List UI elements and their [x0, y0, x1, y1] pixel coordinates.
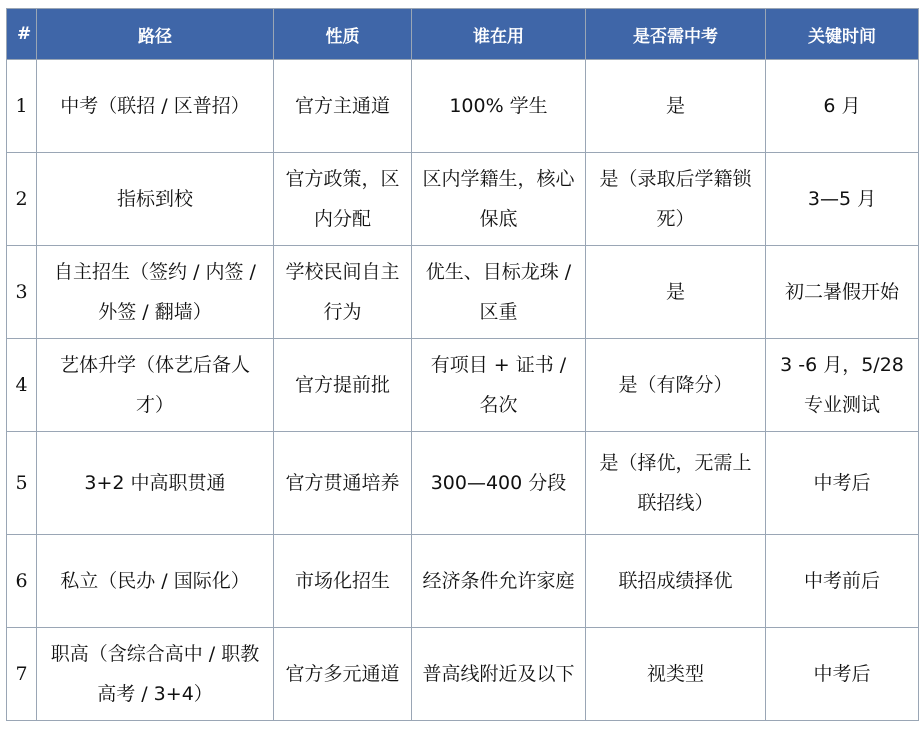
cell-time: 初二暑假开始 [766, 246, 919, 339]
cell-users: 优生、目标龙珠 / 区重 [412, 246, 586, 339]
cell-num: 1 [7, 60, 37, 153]
cell-nature: 市场化招生 [274, 535, 412, 628]
cell-path: 自主招生（签约 / 内签 / 外签 / 翻墙） [37, 246, 274, 339]
cell-nature: 学校民间自主行为 [274, 246, 412, 339]
table-row [7, 60, 919, 153]
cell-users: 区内学籍生，核心保底 [412, 153, 586, 246]
cell-users: 有项目 + 证书 / 名次 [412, 339, 586, 432]
header-exam: 是否需中考 [586, 9, 766, 60]
table-row [7, 153, 919, 246]
cell-time: 中考前后 [766, 535, 919, 628]
cell-time: 3 -6 月，5/28 专业测试 [766, 339, 919, 432]
pathways-table [6, 8, 919, 721]
cell-num: 3 [7, 246, 37, 339]
table-row [7, 246, 919, 339]
cell-num: 6 [7, 535, 37, 628]
table-row [7, 432, 919, 535]
cell-exam: 视类型 [586, 628, 766, 721]
cell-users: 300—400 分段 [412, 432, 586, 535]
cell-exam: 联招成绩择优 [586, 535, 766, 628]
cell-num: 4 [7, 339, 37, 432]
table-row [7, 628, 919, 721]
cell-path: 3+2 中高职贯通 [37, 432, 274, 535]
cell-num: 5 [7, 432, 37, 535]
cell-time: 中考后 [766, 628, 919, 721]
cell-nature: 官方主通道 [274, 60, 412, 153]
table-container [6, 8, 918, 732]
header-nature: 性质 [274, 9, 412, 60]
cell-exam: 是（录取后学籍锁死） [586, 153, 766, 246]
header-row [7, 9, 919, 60]
cell-nature: 官方政策，区内分配 [274, 153, 412, 246]
cell-num: 2 [7, 153, 37, 246]
cell-path: 中考（联招 / 区普招） [37, 60, 274, 153]
cell-exam: 是 [586, 246, 766, 339]
table-row [7, 535, 919, 628]
cell-exam: 是（择优，无需上联招线） [586, 432, 766, 535]
cell-exam: 是 [586, 60, 766, 153]
cell-nature: 官方贯通培养 [274, 432, 412, 535]
table-body [7, 60, 919, 721]
cell-users: 经济条件允许家庭 [412, 535, 586, 628]
cell-time: 中考后 [766, 432, 919, 535]
cell-nature: 官方提前批 [274, 339, 412, 432]
cell-users: 100% 学生 [412, 60, 586, 153]
cell-path: 私立（民办 / 国际化） [37, 535, 274, 628]
cell-nature: 官方多元通道 [274, 628, 412, 721]
cell-path: 艺体升学（体艺后备人才） [37, 339, 274, 432]
cell-time: 6 月 [766, 60, 919, 153]
header-time: 关键时间 [766, 9, 919, 60]
cell-users: 普高线附近及以下 [412, 628, 586, 721]
header-path: 路径 [37, 9, 274, 60]
table-row [7, 339, 919, 432]
cell-num: 7 [7, 628, 37, 721]
cell-path: 指标到校 [37, 153, 274, 246]
cell-time: 3—5 月 [766, 153, 919, 246]
header-users: 谁在用 [412, 9, 586, 60]
cell-path: 职高（含综合高中 / 职教高考 / 3+4） [37, 628, 274, 721]
cell-exam: 是（有降分） [586, 339, 766, 432]
table-header [7, 9, 919, 60]
header-num: # [7, 9, 37, 60]
